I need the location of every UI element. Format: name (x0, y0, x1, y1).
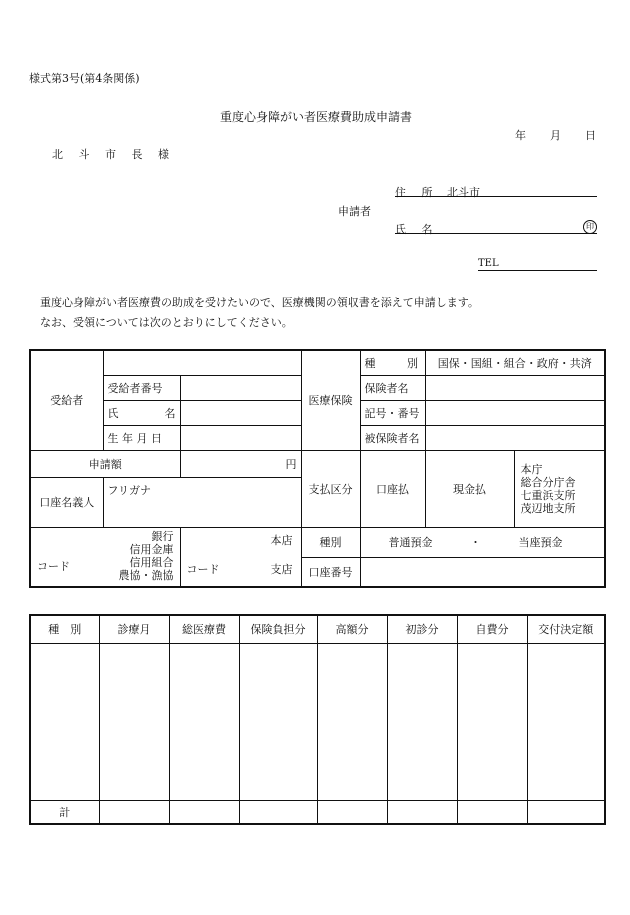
recipient-label: 受給者 (30, 350, 103, 450)
col-high-cost: 高額分 (317, 615, 387, 643)
form-number: 様式第3号(第4条関係) (29, 72, 140, 85)
deposit-kind-label: 種別 (301, 527, 360, 557)
expense-table-header (30, 615, 605, 643)
address-line (395, 196, 597, 197)
tel-label: TEL (478, 258, 499, 269)
col-month: 診療月 (99, 615, 169, 643)
recipient-number-field[interactable] (180, 375, 301, 400)
seal-mark: 印 (583, 220, 597, 234)
insurance-kind-value[interactable]: 国保・国組・組合・政府・共済 (425, 350, 605, 375)
symbol-number-label: 記号・番号 (360, 400, 425, 425)
office-list[interactable]: 本庁 総合分庁舎 七重浜支所 茂辺地支所 (514, 450, 605, 527)
page-title: 重度心身障がい者医療費助成申請書 (220, 110, 413, 124)
col-total-cost: 総医療費 (169, 615, 239, 643)
addressee: 北 斗 市 長 様 (52, 148, 175, 161)
total-label: 計 (30, 800, 99, 824)
col-first-visit: 初診分 (387, 615, 457, 643)
address-value[interactable]: 北斗市 (447, 186, 480, 199)
insurer-name-label: 保険者名 (360, 375, 425, 400)
recipient-name-field[interactable] (180, 400, 301, 425)
name-line[interactable] (395, 233, 597, 234)
address-label: 住 所 (395, 186, 439, 199)
col-insurance-share: 保険負担分 (239, 615, 317, 643)
insured-name-field[interactable] (425, 425, 605, 450)
birthdate-field[interactable] (180, 425, 301, 450)
name-label: 氏 名 (395, 223, 439, 236)
insured-name-label: 被保険者名 (360, 425, 425, 450)
date-day: 日 (585, 129, 596, 142)
insurance-kind-label: 種 別 (360, 350, 425, 375)
insurer-name-field[interactable] (425, 375, 605, 400)
cash-payment-option[interactable]: 現金払 (425, 450, 514, 527)
payment-type-label: 支払区分 (301, 450, 360, 527)
recipient-name-label: 氏 名 (103, 400, 180, 425)
recipient-number-label: 受給者番号 (103, 375, 180, 400)
recipient-top-field[interactable] (103, 350, 301, 375)
birthdate-label: 生 年 月 日 (103, 425, 180, 450)
account-holder-label: 口座名義人 (30, 477, 103, 527)
account-payment-option[interactable]: 口座払 (360, 450, 425, 527)
tel-line[interactable] (478, 270, 597, 271)
col-self-pay: 自費分 (457, 615, 527, 643)
expense-total-row (30, 800, 605, 824)
expense-entry-row[interactable] (30, 643, 605, 800)
application-form-table (29, 349, 606, 588)
account-holder-field[interactable]: フリガナ (103, 477, 301, 527)
expense-table (29, 614, 606, 825)
branch-code-cell[interactable]: 本店 コード 支店 (180, 527, 301, 587)
account-number-label: 口座番号 (301, 557, 360, 587)
request-amount-label: 申請額 (30, 450, 180, 477)
applicant-label: 申請者 (338, 205, 371, 218)
bank-code-cell[interactable]: コード 銀行 信用金庫 信用組合 農協・漁協 (30, 527, 180, 587)
col-grant-amount: 交付決定額 (527, 615, 605, 643)
account-number-field[interactable] (360, 557, 605, 587)
body-text-line1: 重度心身障がい者医療費の助成を受けたいので、医療機関の領収書を添えて申請します。 (40, 296, 479, 309)
col-kind: 種 別 (30, 615, 99, 643)
symbol-number-field[interactable] (425, 400, 605, 425)
insurance-label: 医療保険 (301, 350, 360, 450)
deposit-kind-options[interactable]: 普通預金 ・ 当座預金 (360, 527, 605, 557)
date-year: 年 (515, 129, 526, 142)
body-text-line2: なお、受領については次のとおりにしてください。 (40, 316, 293, 329)
request-amount-field[interactable]: 円 (180, 450, 301, 477)
date-month: 月 (550, 129, 561, 142)
